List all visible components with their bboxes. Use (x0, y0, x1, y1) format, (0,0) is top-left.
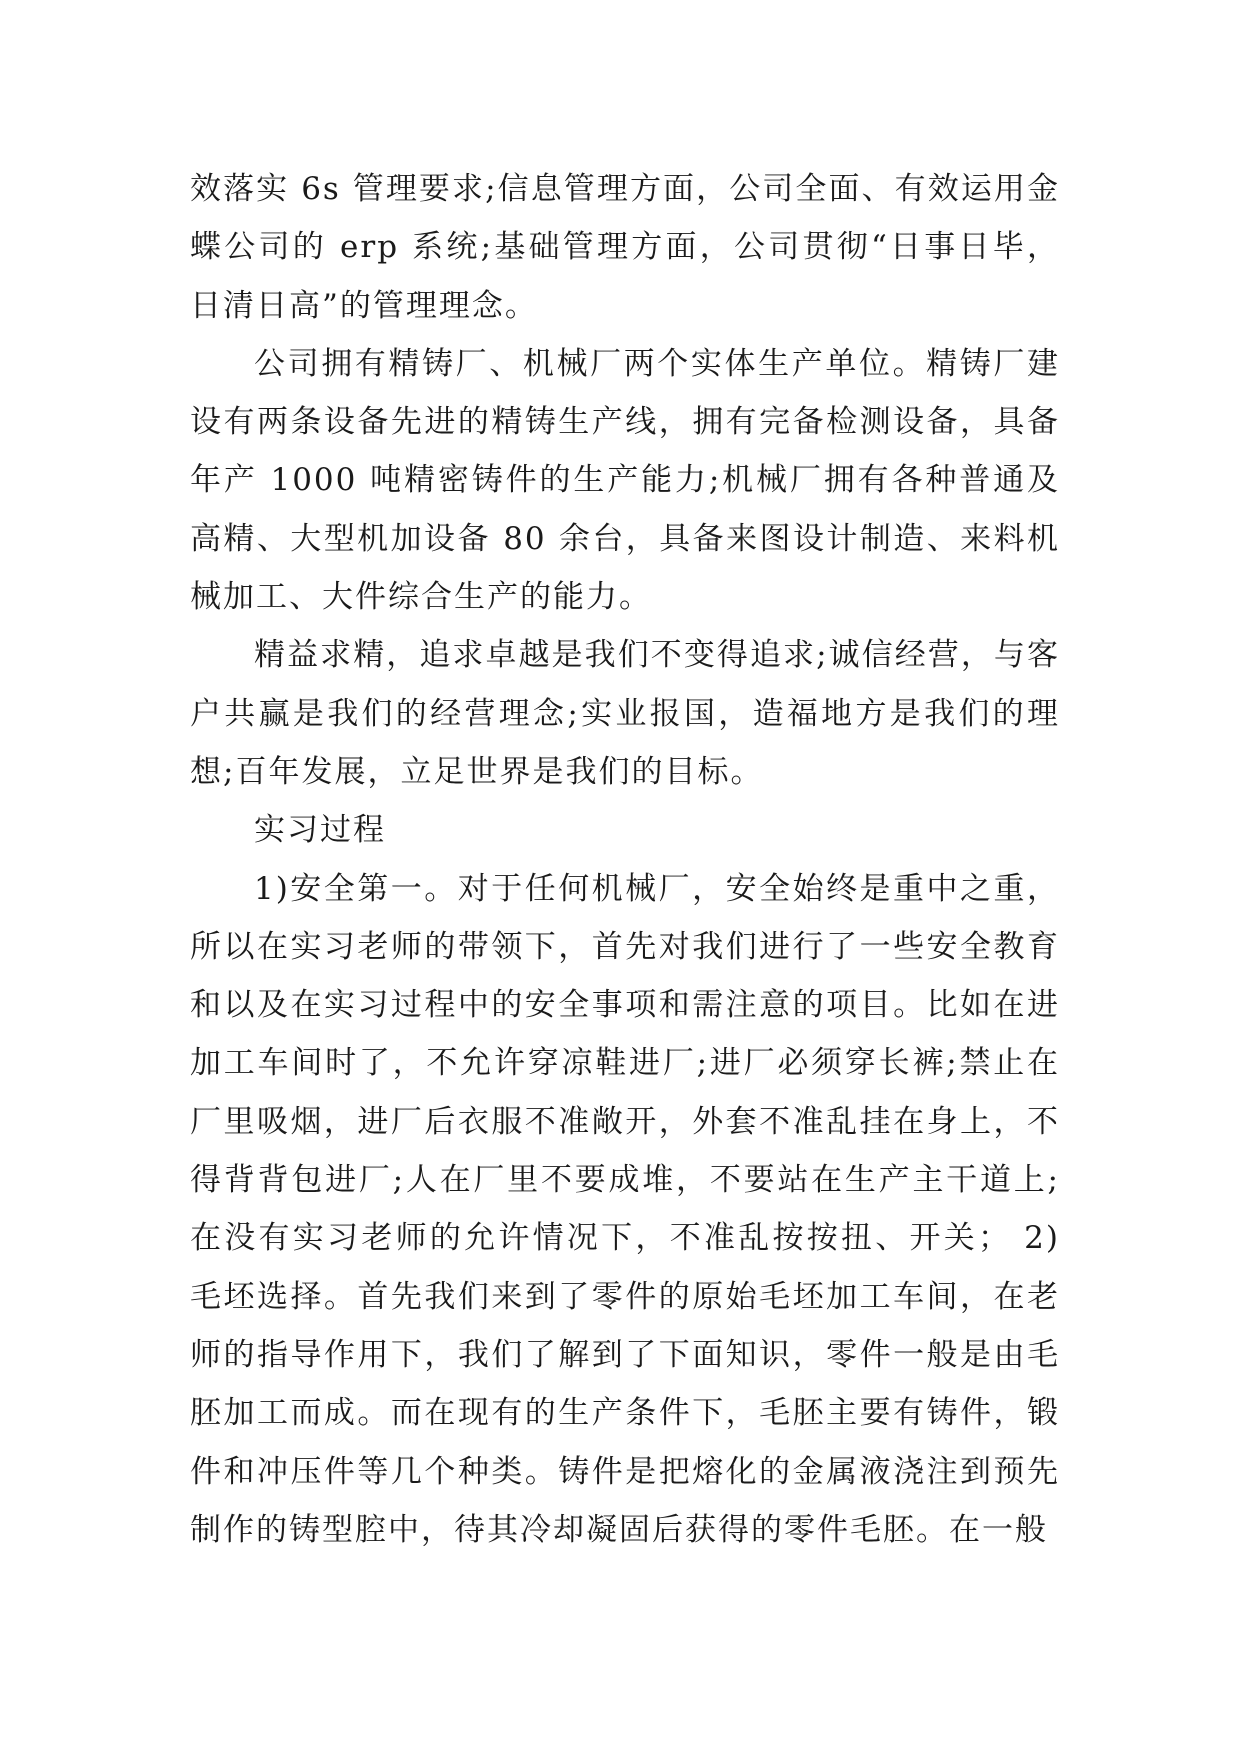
section-heading-internship-process: 实习过程 (254, 812, 386, 849)
paragraph-management: 效落实 6s 管理要求;信息管理方面，公司全面、有效运用金蝶公司的 erp 系统;基础管理方面，公司贯彻“日事日毕，日清日高”的管理理念。 (190, 171, 1060, 324)
paragraph-company-philosophy: 精益求精，追求卓越是我们不变得追求;诚信经营，与客户共赢是我们的经营理念;实业报国，造福地方是我们的理想;百年发展，立足世界是我们的目标。 (190, 637, 1060, 790)
paragraph-production-units: 公司拥有精铸厂、机械厂两个实体生产单位。精铸厂建设有两条设备先进的精铸生产线，拥有完备检测设备，具备年产 1000 吨精密铸件的生产能力;机械厂拥有各种普通及高精、大型机加设备 80 余台，具备来图设计制造、来料机械加工、大件综合生产的能力。 (190, 345, 1060, 616)
paragraph-safety-and-blanks: 1)安全第一。对于任何机械厂，安全始终是重中之重，所以在实习老师的带领下，首先对我们进行了一些安全教育和以及在实习过程中的安全事项和需注意的项目。比如在进加工车间时了，不允许穿凉鞋进厂;进厂必须穿长裤;禁止在厂里吸烟，进厂后衣服不准敞开，外套不准乱挂在身上，不得背背包进厂;人在厂里不要成堆，不要站在生产主干道上;在没有实习老师的允许情况下，不准乱按按扭、开关； 2)毛坯选择。首先我们来到了零件的原始毛坯加工车间，在老师的指导作用下，我们了解到了下面知识，零件一般是由毛胚加工而成。而在现有的生产条件下，毛胚主要有铸件，锻件和冲压件等几个种类。铸件是把熔化的金属液浇注到预先制作的铸型腔中，待其冷却凝固后获得的零件毛胚。在一般 (190, 870, 1060, 1548)
document-body (190, 160, 1060, 1559)
